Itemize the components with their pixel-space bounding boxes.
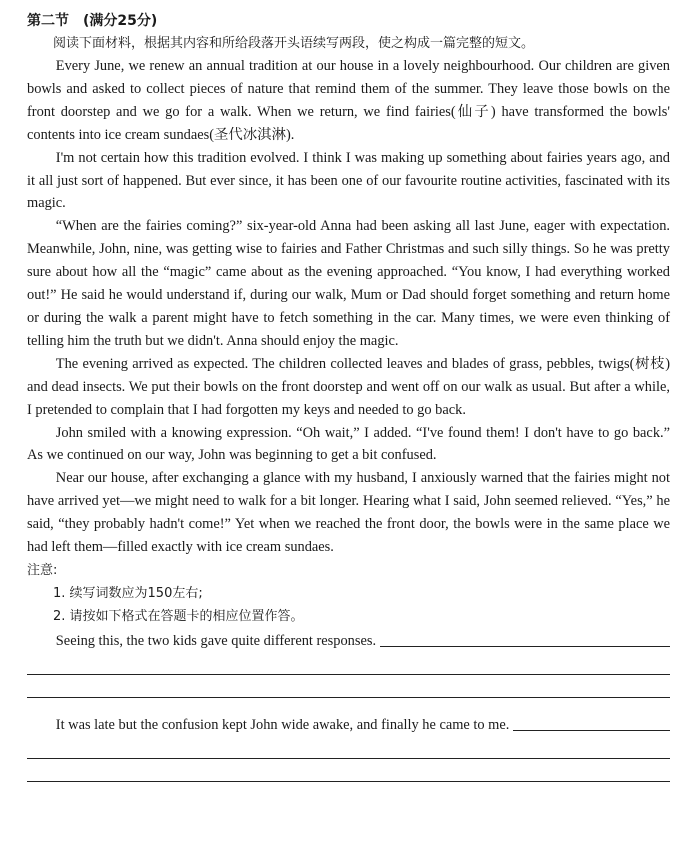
section-heading: [27, 10, 670, 32]
story-paragraph-2: I'm not certain how this tradition evolved. I think I was making up something about fairies years ago, and it all just sort of happened. But ever since, it has been one of our favourite routine activities, fascinated with its magic.: [27, 149, 670, 212]
answer-line[interactable]: [27, 675, 670, 698]
notes-title: 注意:: [27, 562, 58, 578]
task-instruction: 阅读下面材料，根据其内容和所给段落开头语续写两段，使之构成一篇完整的短文。: [53, 36, 535, 51]
continuation-starter-2: [27, 712, 670, 736]
answer-blank-2[interactable]: [513, 729, 670, 731]
starter-text-1: Seeing this, the two kids gave quite different responses.: [55, 632, 377, 649]
story-paragraph-5: John smiled with a knowing expression. “Oh wait,” I added. “I've found them! I don't have to go back.” As we continued on our way, John was beginning to get a bit confused.: [27, 424, 670, 464]
story-paragraph-1: Every June, we renew an annual tradition at our house in a lovely neighbourhood. Our children are given bowls and asked to collect pieces of nature that remind them of the summer. They leave those bowls on the front doorstep and we go for a walk. When we return, we find fairies(仙子) have transformed the bowls' contents into ice cream sundaes(圣代冰淇淋).: [27, 58, 670, 143]
answer-line[interactable]: [27, 759, 670, 782]
exam-page: [27, 10, 670, 782]
section-title: 第二节: [27, 13, 69, 29]
starter-text-2: It was late but the confusion kept John wide awake, and finally he came to me.: [55, 716, 510, 733]
section-score: (满分25分): [83, 13, 158, 29]
story-paragraph-4: The evening arrived as expected. The children collected leaves and blades of grass, pebbles, twigs(树枝) and dead insects. We put their bowls on the front doorstep and went off on our walk as usual. But after a while, I pretended to complain that I had forgotten my keys and needed to go back.: [27, 355, 670, 418]
story-paragraph-6: Near our house, after exchanging a glance with my husband, I anxiously warned that the fairies might not have arrived yet—we might need to walk for a bit longer. Hearing what I said, John seemed relieved. “Yes,” he said, “they probably hadn't come!” Yet when we reached the front door, the bowls were in the same place we had left them—filled exactly with ice cream sundaes.: [27, 470, 670, 556]
answer-line[interactable]: [27, 736, 670, 759]
answer-line[interactable]: [27, 652, 670, 675]
note-item-1: 1. 续写词数应为150左右;: [53, 585, 203, 601]
note-item-2: 2. 请按如下格式在答题卡的相应位置作答。: [53, 608, 304, 624]
continuation-starter-1: [27, 628, 670, 652]
answer-blank-1[interactable]: [380, 645, 670, 647]
story-paragraph-3: “When are the fairies coming?” six-year-old Anna had been asking all last June, eager with expectation. Meanwhile, John, nine, was getting wise to fairies and Father Christmas and such silly things. So he was pretty sure about how all the “magic” came about as the evening approached. “You know, I had everything worked out!” He said he would understand if, during our walk, Mum or Dad should forget something and return home or during the walk a parent might have to fetch something in the car. Many times, we were even thinking of telling him the truth but we didn't. Anna should enjoy the magic.: [27, 218, 670, 349]
